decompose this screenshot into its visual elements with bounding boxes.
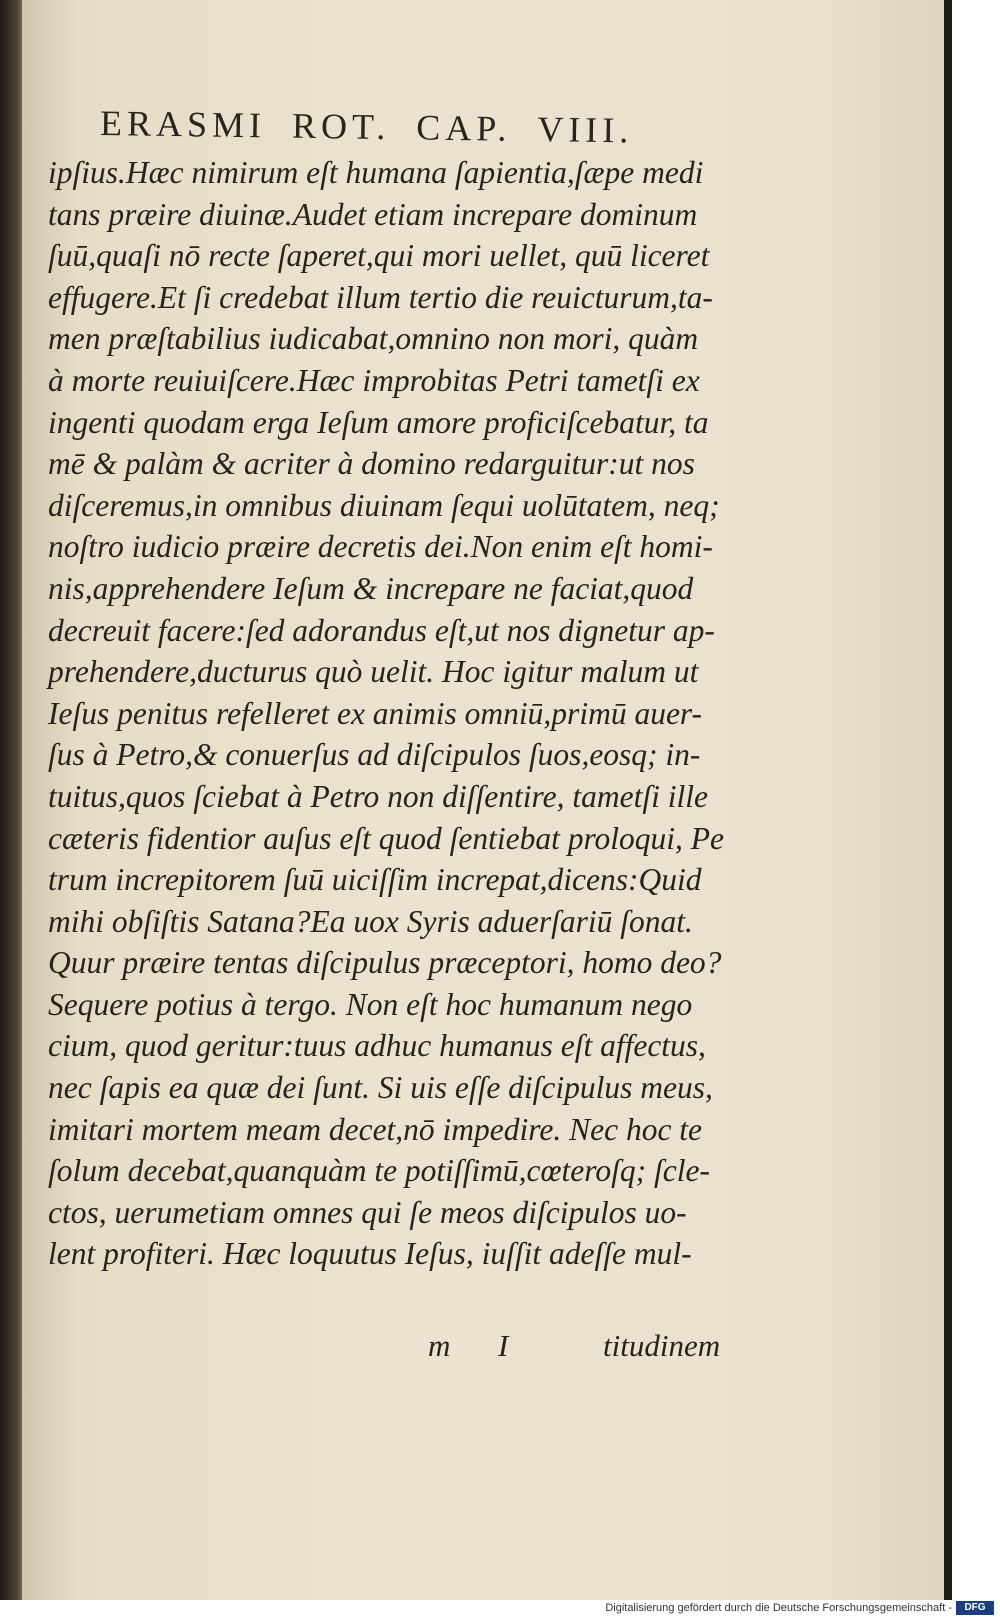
text-line: imitari mortem meam decet,nō impedire. Nec hoc te [48, 1111, 703, 1147]
running-head-cap: CAP. [416, 107, 512, 149]
text-line: mē & palàm & acriter à domino redarguitur:ut nos [48, 446, 695, 482]
text-line: tuitus,quos ſciebat à Petro non diſſentire, tametſi ille [48, 778, 708, 814]
body-text [48, 152, 808, 1275]
running-head-chapter: VIII. [537, 109, 634, 151]
text-line: Sequere potius à tergo. Non eſt hoc humanum nego [48, 986, 693, 1022]
running-head-author: ERASMI [99, 103, 267, 146]
text-line: diſceremus,in omnibus diuinam ſequi uolūtatem, neq; [48, 487, 720, 523]
text-line: men præſtabilius iudicabat,omnino non mori, quàm [48, 321, 699, 357]
page-right-edge [944, 0, 952, 1600]
text-line: ſuū,quaſi nō recte ſaperet,qui mori uellet, quū liceret [48, 238, 710, 274]
text-line: cium, quod geritur:tuus adhuc humanus eſt affectus, [48, 1028, 706, 1064]
text-line: noſtro iudicio præire decretis dei.Non enim eſt homi- [48, 529, 713, 565]
signature-number: I [498, 1328, 509, 1363]
text-line: Quur præire tentas diſcipulus præceptori, homo deo? [48, 945, 722, 981]
text-line: ſolum decebat,quanquàm te potiſſimū,cœteroſq; ſcle- [48, 1153, 710, 1189]
text-line: tans præire diuinæ.Audet etiam increpare dominum [48, 196, 698, 232]
text-line: ipſius.Hæc nimirum eſt humana ſapientia,ſæpe medi [48, 155, 704, 190]
text-line: Ieſus penitus refelleret ex animis omniū,primū auer- [48, 695, 703, 731]
catchword: titudinem [603, 1328, 721, 1363]
running-head-rot: ROT. [291, 105, 391, 148]
text-line: cæteris fidentior auſus eſt quod ſentiebat proloqui, Pe [48, 820, 725, 856]
text-line: effugere.Et ſi credebat illum tertio die reuicturum,ta- [48, 279, 713, 315]
text-line: ingenti quodam erga Ieſum amore proficiſcebatur, ta [48, 404, 709, 440]
footer-credit: Digitalisierung gefördert durch die Deutsche Forschungsgemeinschaft - [605, 1602, 952, 1614]
text-line: prehendere,ducturus quò uelit. Hoc igitur malum ut [48, 654, 699, 690]
text-line: à morte reuiuiſcere.Hæc improbitas Petri tametſi ex [48, 362, 700, 398]
text-line: ctos, uerumetiam omnes qui ſe meos diſcipulos uo- [48, 1194, 687, 1230]
dfg-logo: DFG [956, 1601, 994, 1615]
text-line: nis,apprehendere Ieſum & increpare ne faciat,quod [48, 570, 694, 606]
signature-mark: m [428, 1328, 451, 1363]
text-line: nec ſapis ea quæ dei ſunt. Si uis eſſe diſcipulus meus, [48, 1070, 713, 1106]
text-line: trum increpitorem ſuū uiciſſim increpat,dicens:Quid [48, 862, 702, 898]
text-line: ſus à Petro,& conuerſus ad diſcipulos ſuos,eosq; in- [48, 737, 701, 773]
text-line: mihi obſiſtis Satana?Ea uox Syris aduerſariū ſonat. [48, 903, 693, 939]
text-line: decreuit facere:ſed adorandus eſt,ut nos dignetur ap- [48, 612, 715, 648]
text-line: lent profiteri. Hæc loquutus Ieſus, iuſſit adeſſe mul- [48, 1236, 692, 1272]
